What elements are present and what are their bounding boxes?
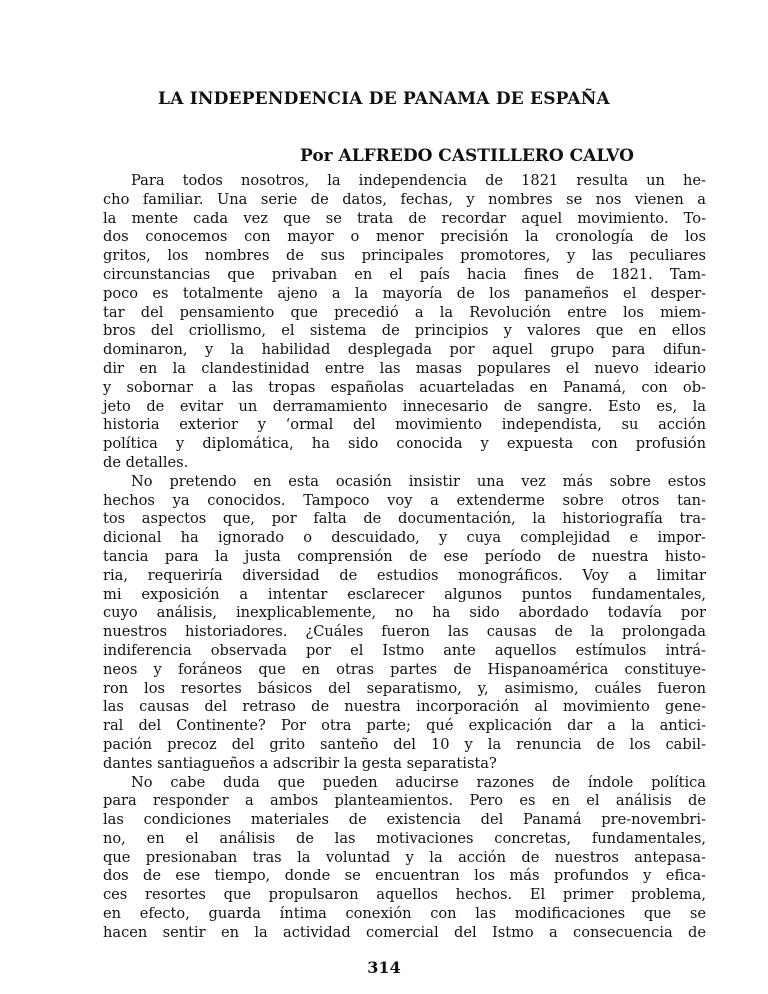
text-line: de detalles. [103,453,189,471]
text-line: bros del criollismo, el sistema de principios y valores que en ellos [103,322,706,340]
text-line: Para todos nosotros, la independencia de 1821 resulta un he- [131,172,706,189]
text-line: que presionaban tras la voluntad y la acción de nuestros antepasa- [103,848,706,866]
text-line: historia exterior y ‘ormal del movimiento independista, su acción [103,416,706,434]
text-line: dantes santiagueños a adscribir la gesta separatista? [103,754,497,772]
text-line: en efecto, guarda íntima conexión con las modificaciones que se [103,905,706,923]
paragraph [103,172,706,473]
paragraph [103,774,706,943]
text-line: No pretendo en esta ocasión insistir una vez más sobre estos [131,472,706,490]
text-line: gritos, los nombres de sus principales promotores, y las peculiares [103,247,706,265]
text-line: poco es totalmente ajeno a la mayoría de los panameños el desper- [103,284,706,302]
text-line: indiferencia observada por el Istmo ante aquellos estímulos intrá- [103,641,706,659]
text-line: jeto de evitar un derramamiento innecesario de sangre. Esto es, la [103,397,706,415]
text-line: dicional ha ignorado o descuidado, y cuya complejidad e impor- [103,529,706,547]
text-line: nuestros historiadores. ¿Cuáles fueron las causas de la prolongada [103,623,706,641]
text-line: No cabe duda que pueden aducirse razones de índole política [131,773,706,791]
text-line: dominaron, y la habilidad desplegada por aquel grupo para difun- [103,341,706,359]
text-line: la mente cada vez que se trata de recordar aquel movimiento. To- [103,209,706,227]
text-line: hacen sentir en la actividad comercial del Istmo a consecuencia de [103,923,706,941]
text-line: ron los resortes básicos del separatismo, y, asimismo, cuáles fueron [103,679,706,697]
text-line: mi exposición a intentar esclarecer algunos puntos fundamentales, [103,585,706,603]
text-line: tar del pensamiento que precedió a la Revolución entre los miem- [103,303,706,321]
text-line: tancia para la justa comprensión de ese período de nuestra histo- [103,547,706,565]
text-line: las condiciones materiales de existencia del Panamá pre-novembri- [103,811,706,829]
text-line: neos y foráneos que en otras partes de Hispanoamérica constituye- [103,660,706,678]
text-line: dos conocemos con mayor o menor precisión la cronología de los [103,228,706,246]
text-line: ral del Continente? Por otra parte; qué explicación dar a la antici- [103,717,706,735]
author-line: Por ALFREDO CASTILLERO CALVO [300,146,634,166]
text-line: no, en el análisis de las motivaciones concretas, fundamentales, [103,829,706,847]
text-line: las causas del retraso de nuestra incorporación al movimiento gene- [103,698,706,716]
paragraph [103,473,706,774]
article-body [103,172,706,943]
document-title: LA INDEPENDENCIA DE PANAMA DE ESPAÑA [158,89,610,109]
text-line: tos aspectos que, por falta de documentación, la historiografía tra- [103,510,706,528]
text-line: dos de ese tiempo, donde se encuentran los más profundos y efica- [103,867,706,885]
page-number: 314 [367,958,401,977]
text-line: cho familiar. Una serie de datos, fechas, y nombres se nos vienen a [103,190,706,208]
text-line: pación precoz del grito santeño del 10 y la renuncia de los cabil- [103,735,706,753]
text-line: circunstancias que privaban en el país hacia fines de 1821. Tam- [103,265,706,283]
text-line: hechos ya conocidos. Tampoco voy a extenderme sobre otros tan- [103,491,706,509]
text-line: dir en la clandestinidad entre las masas populares el nuevo ideario [103,359,706,377]
text-line: ria, requeriría diversidad de estudios monográficos. Voy a limitar [103,566,706,584]
text-line: ces resortes que propulsaron aquellos hechos. El primer problema, [103,886,706,904]
text-line: política y diplomática, ha sido conocida y expuesta con profusión [103,435,706,453]
text-line: para responder a ambos planteamientos. Pero es en el análisis de [103,792,706,810]
text-line: y sobornar a las tropas españolas acuarteladas en Panamá, con ob- [103,378,706,396]
text-line: cuyo análisis, inexplicablemente, no ha sido abordado todavía por [103,604,706,622]
